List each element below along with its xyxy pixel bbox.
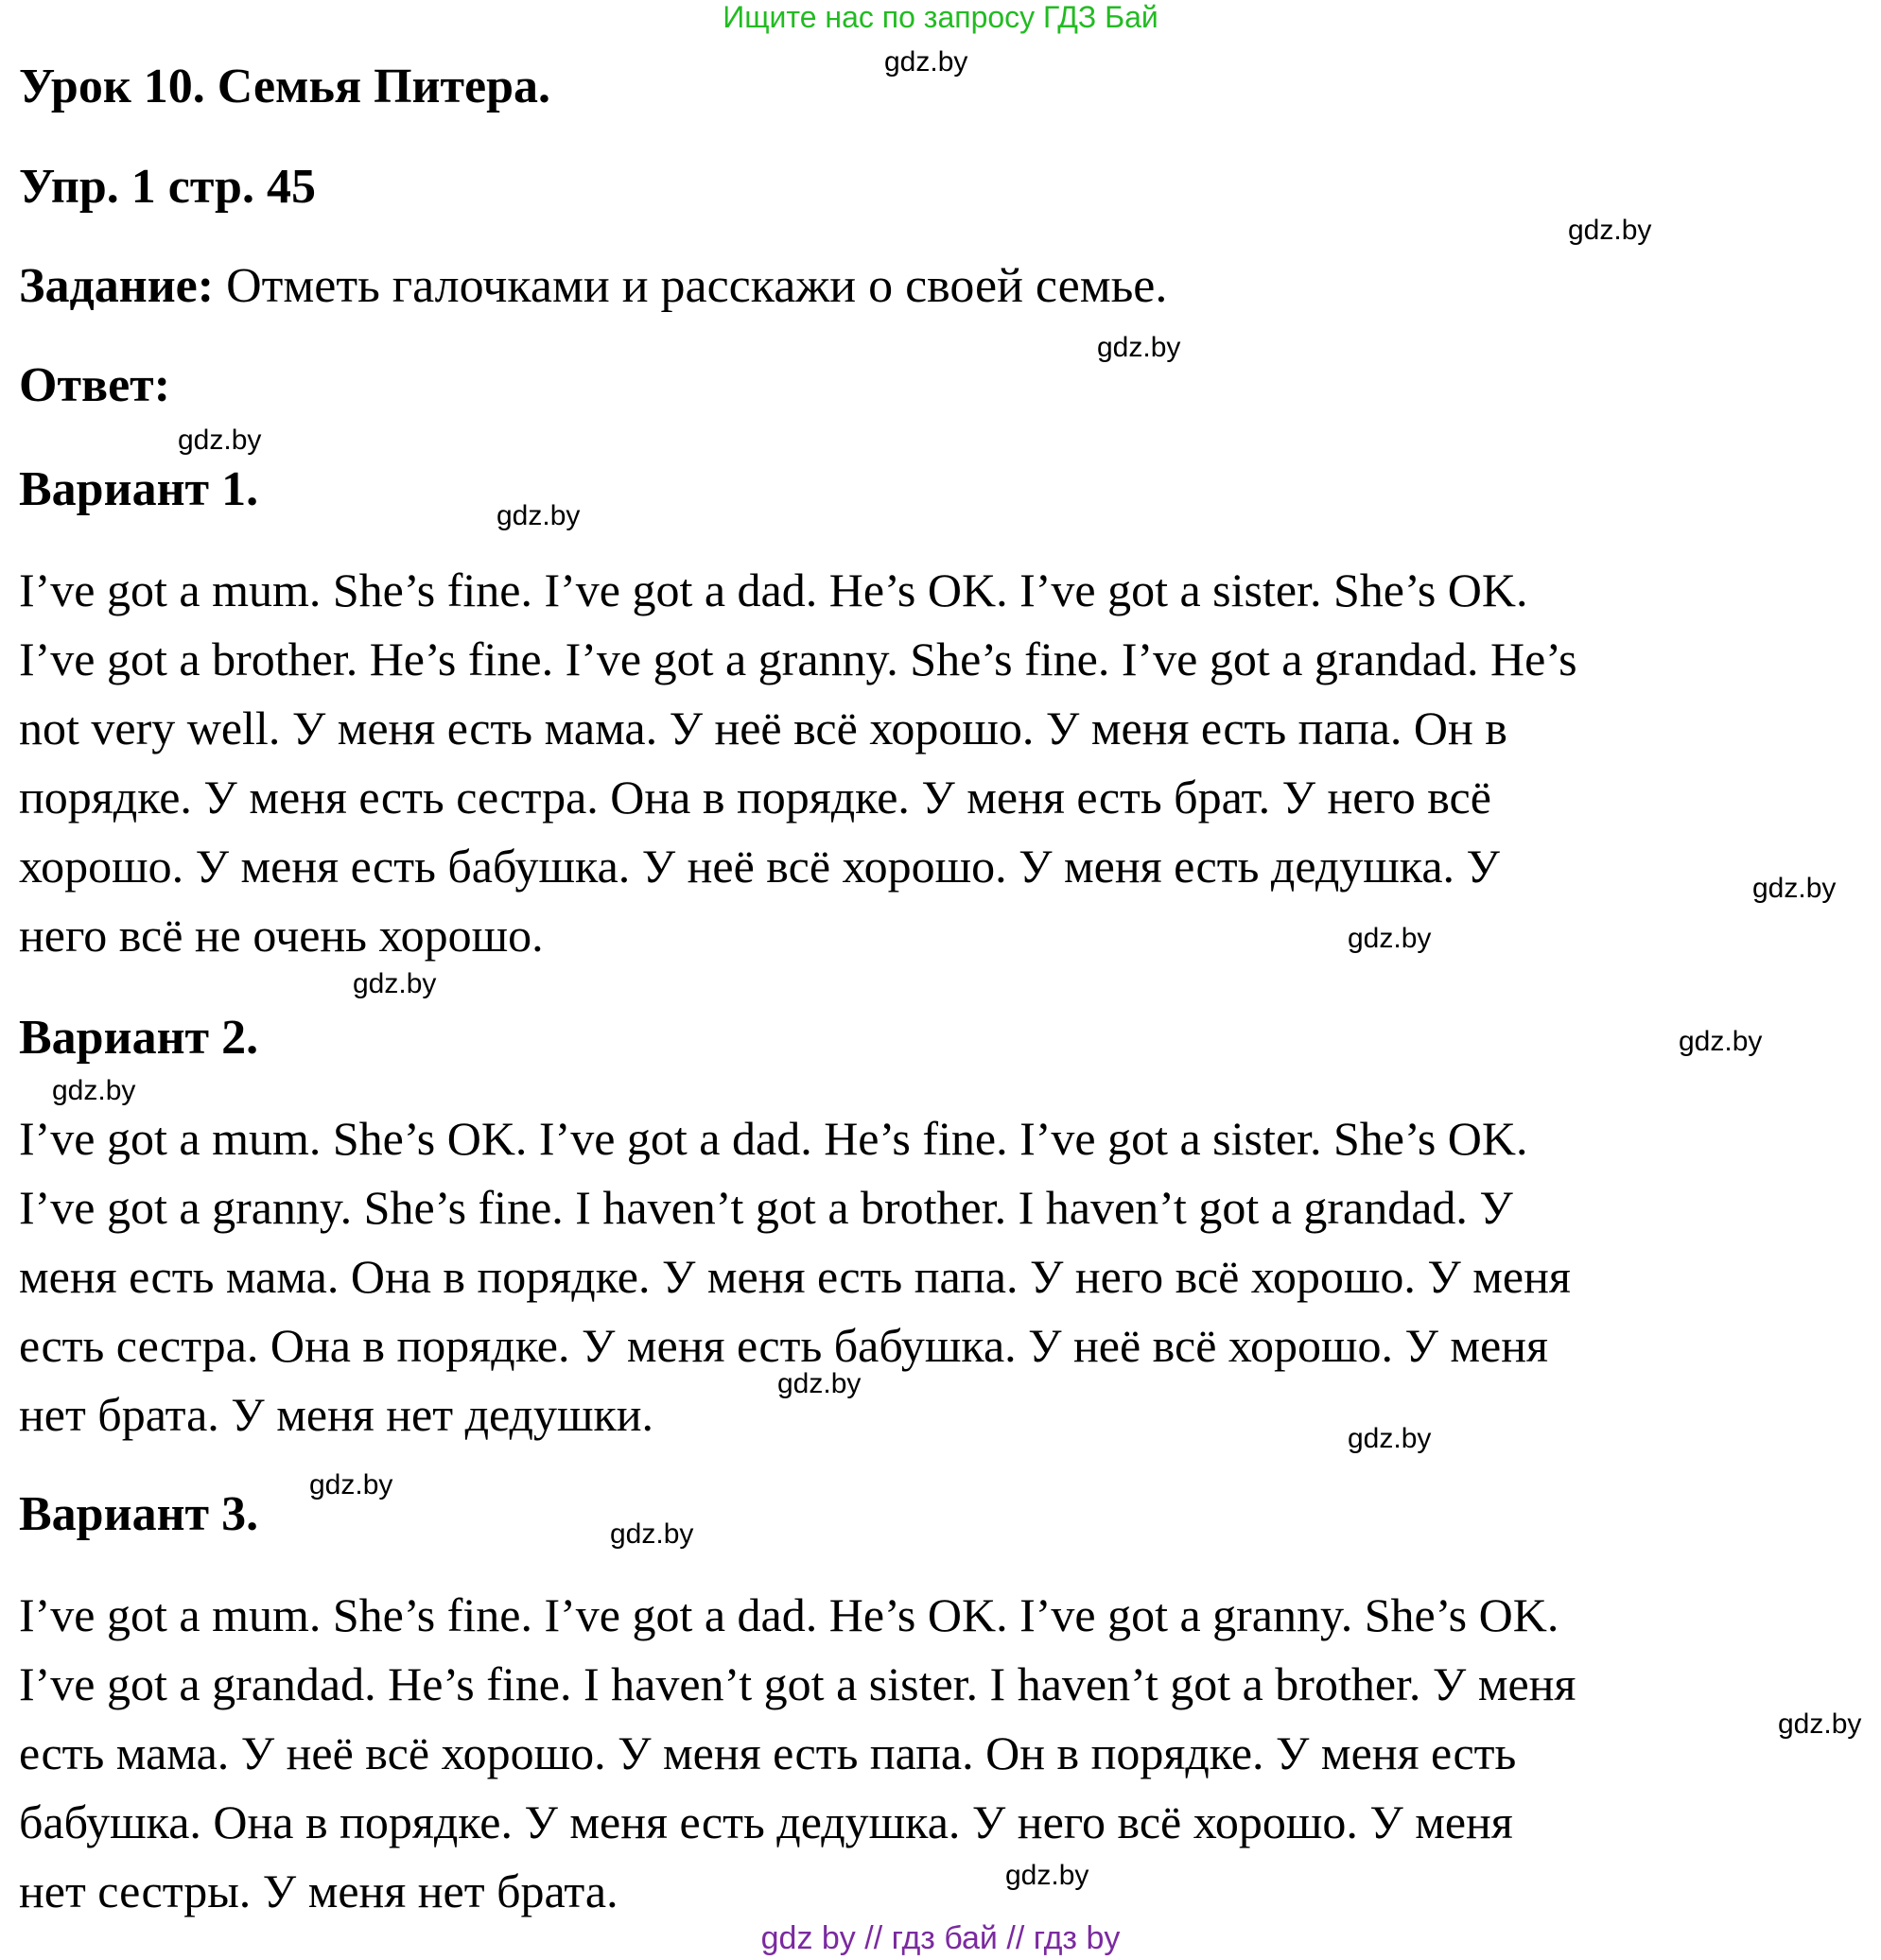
text-line: I’ve got a granny. She’s fine. I haven’t got a brother. I haven’t got a grandad. У — [19, 1181, 1513, 1234]
watermark: gdz.by — [353, 968, 437, 999]
watermark: gdz.by — [309, 1469, 393, 1500]
watermark: gdz.by — [178, 425, 262, 456]
watermark: gdz.by — [777, 1368, 862, 1399]
text-line: порядке. У меня есть сестра. Она в порядке. У меня есть брат. У него всё — [19, 771, 1491, 824]
watermark: gdz.by — [1778, 1708, 1862, 1740]
watermark: gdz.by — [610, 1518, 694, 1550]
footer-banner[interactable]: gdz by // гдз бай // гдз by — [760, 1920, 1121, 1956]
task-text: Отметь галочками и расскажи о своей семье. — [226, 259, 1168, 313]
watermark: gdz.by — [52, 1075, 136, 1106]
text-line: I’ve got a brother. He’s fine. I’ve got a granny. She’s fine. I’ve got a grandad. He’s — [19, 633, 1577, 685]
text-line: нет сестры. У меня нет брата. — [19, 1865, 618, 1917]
text-line: I’ve got a mum. She’s fine. I’ve got a dad. He’s OK. I’ve got a granny. She’s OK. — [19, 1588, 1559, 1641]
task-label: Задание: — [19, 259, 215, 313]
watermark: gdz.by — [1679, 1026, 1763, 1057]
text-line: I’ve got a mum. She’s OK. I’ve got a dad. He’s fine. I’ve got a sister. She’s OK. — [19, 1112, 1528, 1165]
text-line: хорошо. У меня есть бабушка. У неё всё хорошо. У меня есть дедушка. У — [19, 840, 1500, 893]
text-line: I’ve got a grandad. He’s fine. I haven’t got a sister. I haven’t got a brother. У меня — [19, 1657, 1576, 1710]
variant-3-title: Вариант 3. — [19, 1487, 259, 1541]
variant-1-title: Вариант 1. — [19, 462, 259, 516]
top-banner[interactable]: Ищите нас по запросу ГДЗ Бай — [723, 0, 1158, 34]
task-statement — [19, 258, 1167, 315]
watermark: gdz.by — [1752, 873, 1837, 904]
exercise-reference: Упр. 1 стр. 45 — [19, 160, 316, 214]
watermark: gdz.by — [1348, 1423, 1432, 1454]
text-line: него всё не очень хорошо. — [19, 909, 544, 962]
text-line: нет брата. У меня нет дедушки. — [19, 1388, 654, 1441]
text-line: есть сестра. Она в порядке. У меня есть бабушка. У неё всё хорошо. У меня — [19, 1319, 1548, 1372]
text-line: not very well. У меня есть мама. У неё всё хорошо. У меня есть папа. Он в — [19, 702, 1507, 755]
text-line: бабушка. Она в порядке. У меня есть дедушка. У него всё хорошо. У меня — [19, 1795, 1513, 1848]
text-line: I’ve got a mum. She’s fine. I’ve got a dad. He’s OK. I’ve got a sister. She’s OK. — [19, 564, 1528, 616]
variant-3-text — [19, 1581, 1868, 1926]
variant-1-text — [19, 556, 1868, 970]
watermark: gdz.by — [1005, 1860, 1089, 1891]
watermark: gdz.by — [1097, 332, 1181, 363]
text-line: меня есть мама. Она в порядке. У меня есть папа. У него всё хорошо. У меня — [19, 1250, 1571, 1303]
answer-label: Ответ: — [19, 358, 171, 412]
variant-2-text — [19, 1104, 1868, 1449]
watermark: gdz.by — [496, 500, 581, 531]
text-line: есть мама. У неё всё хорошо. У меня есть папа. Он в порядке. У меня есть — [19, 1726, 1517, 1779]
lesson-title: Урок 10. Семья Питера. — [19, 60, 551, 113]
watermark: gdz.by — [1568, 215, 1652, 246]
watermark: gdz.by — [884, 46, 968, 78]
variant-2-title: Вариант 2. — [19, 1011, 259, 1065]
watermark: gdz.by — [1348, 923, 1432, 954]
